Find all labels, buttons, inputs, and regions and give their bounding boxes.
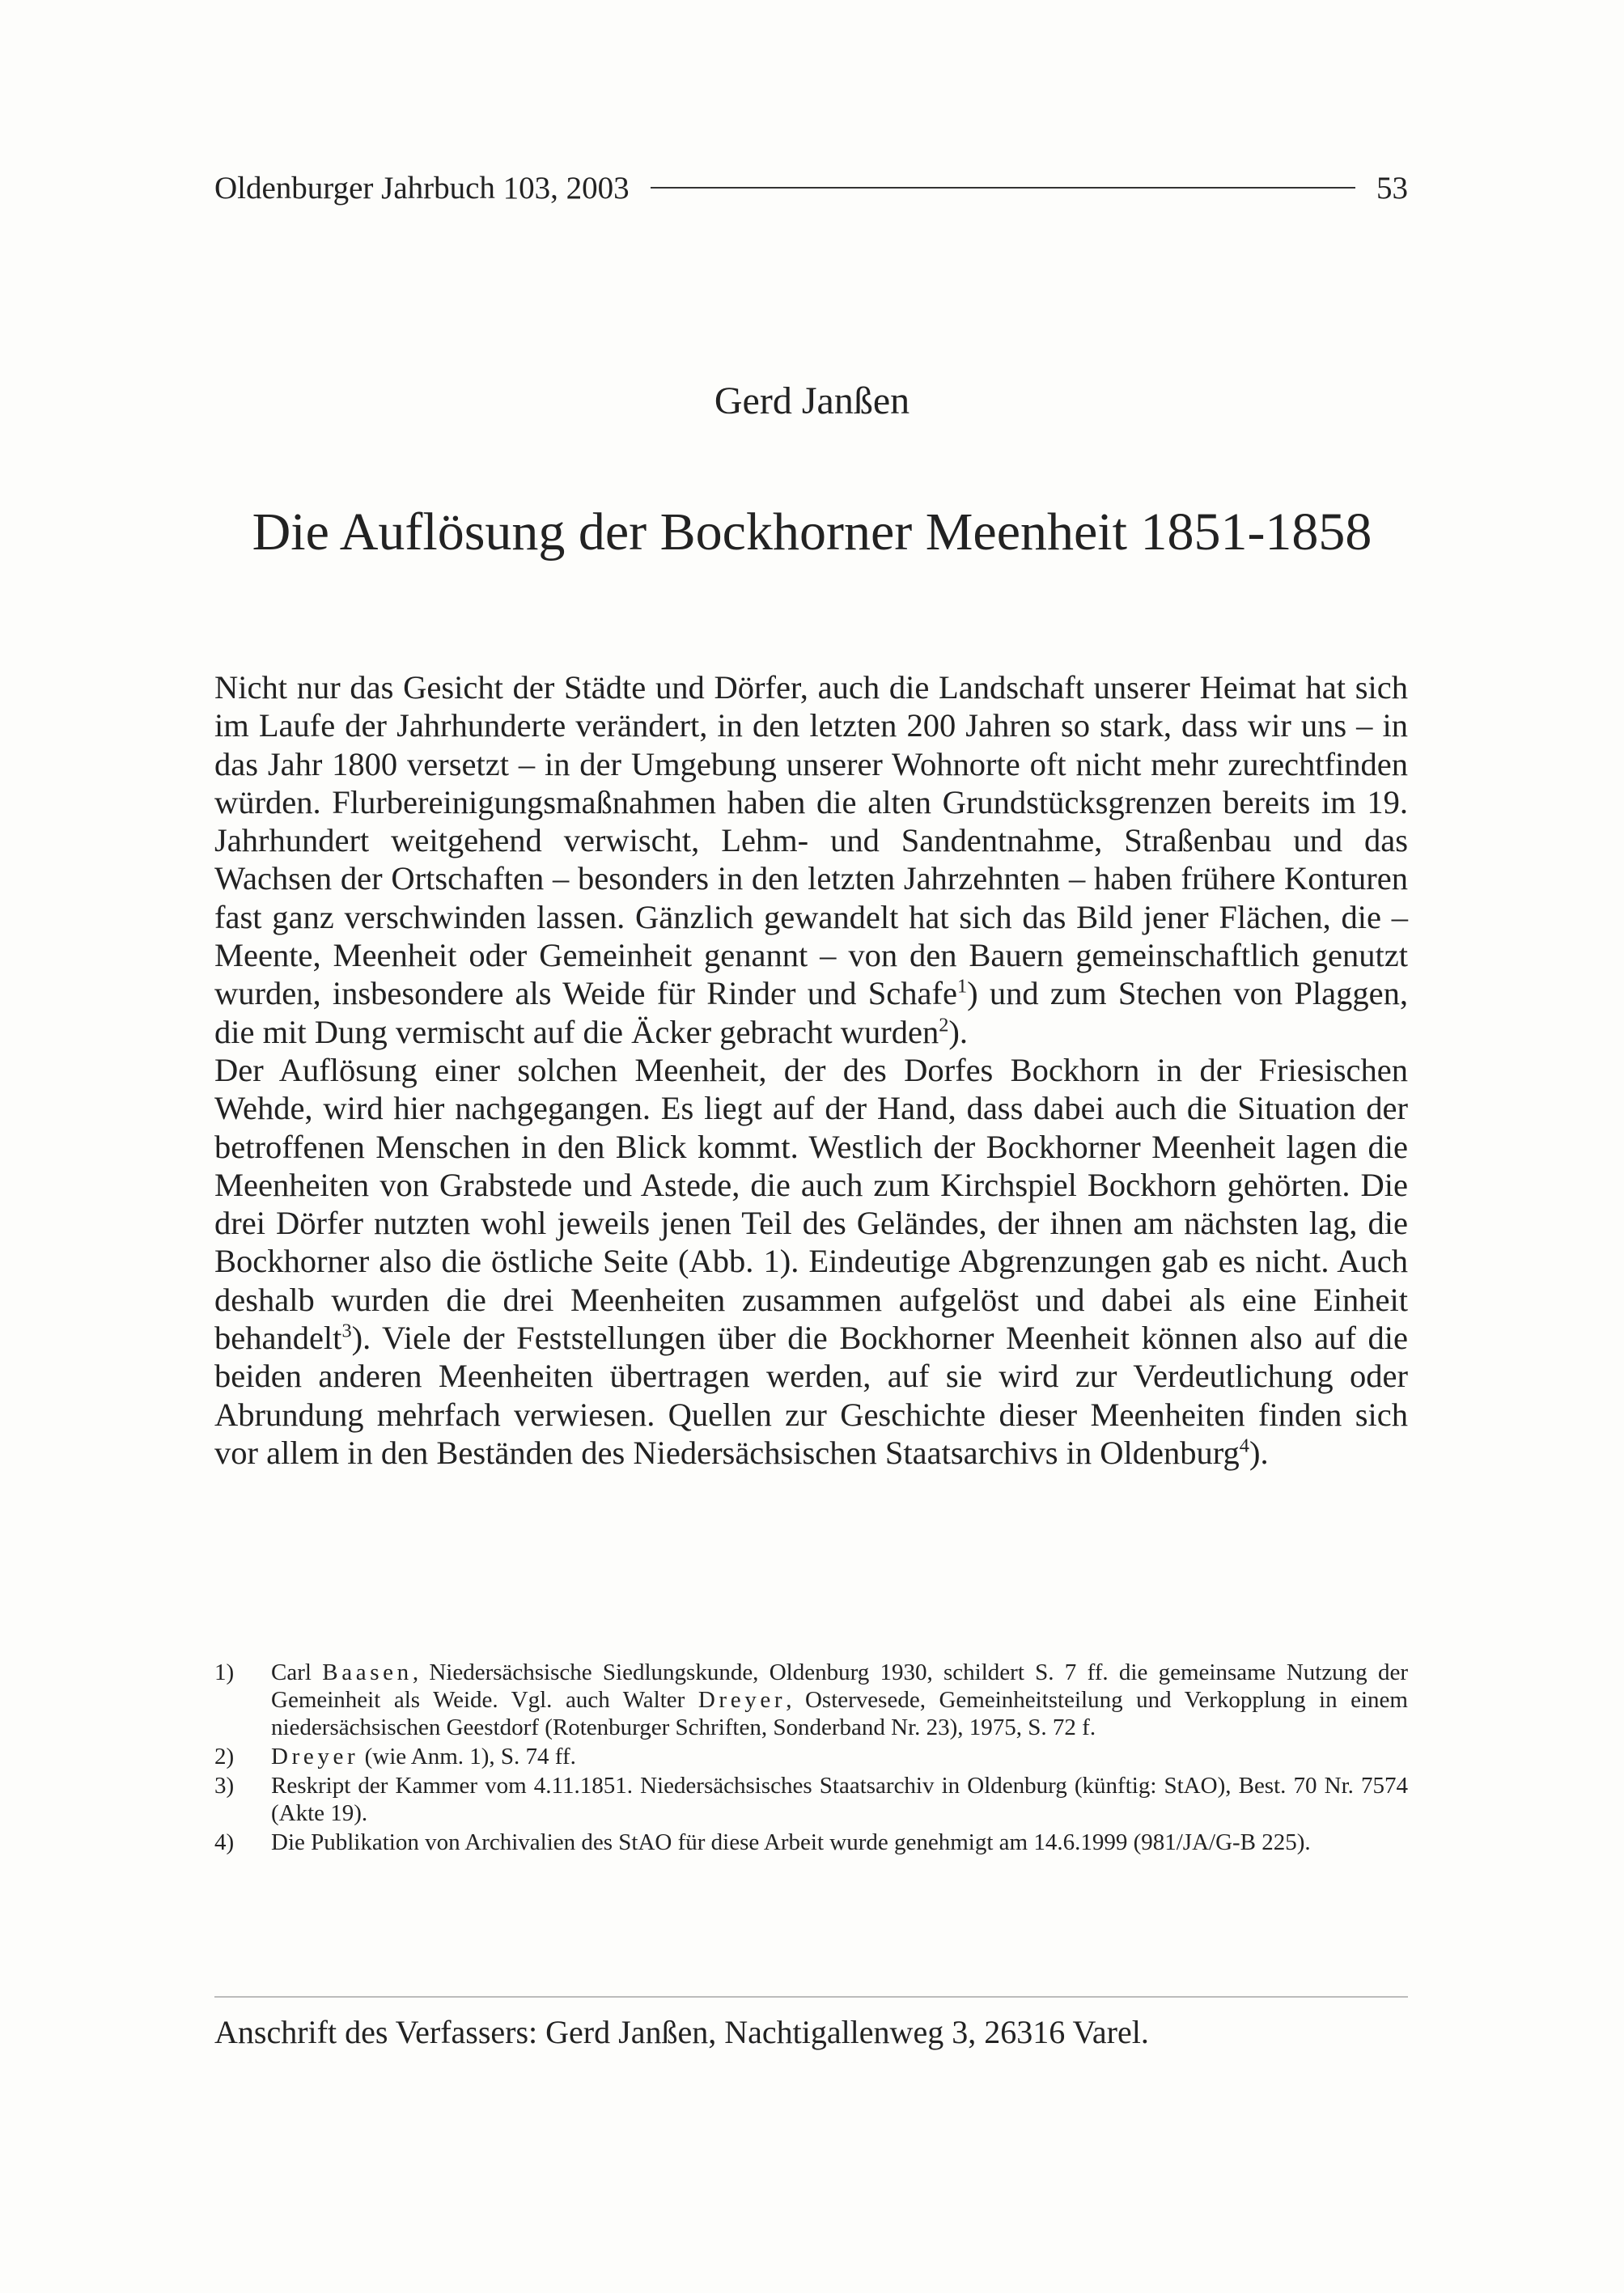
footnote-text [271,1743,1408,1770]
author-surname: Baasen [322,1659,413,1685]
footnote-4 [214,1829,1408,1856]
footnote-text: Die Publikation von Archivalien des StAO für diese Arbeit wurde genehmigt am 14.6.1999 (981/JA/G-B 225). [271,1829,1311,1855]
footnote-text: Reskript der Kammer vom 4.11.1851. Niedersächsisches Staatsarchiv in Oldenburg (künftig: StAO), Best. 70 Nr. 7574 (Akte 19). [271,1773,1408,1826]
journal-title: Oldenburger Jahrbuch 103, 2003 [214,170,630,206]
paragraph-1-text-a: Nicht nur das Gesicht der Städte und Dörfer, auch die Landschaft unserer Heimat hat sich im Laufe der Jahrhunderte verändert, in den letzten 200 Jahren so stark, dass wir uns – in das Jahr 1800 versetzt – in der Umgebung unserer Wohnorte oft nicht mehr zurechtfinden würden. Flurbereinigungsmaßnahmen haben die alten Grundstücksgrenzen bereits im 19. Jahrhundert weitgehend verwischt, Lehm- und Sandentnahme, Straßenbau und das Wachsen der Ortschaften – besonders in den letzten Jahrzehnten – haben frühere Konturen fast ganz verschwinden lassen. Gänzlich gewandelt hat sich das Bild jener Flächen, die – Meente, Meenheit oder Gemeinheit genannt – von den Bauern gemeinschaftlich genutzt wurden, insbesondere als Weide für Rinder und Schafe [214,669,1408,1012]
author-name: Gerd Janßen [714,379,910,422]
footnote-3 [214,1772,1408,1827]
page-number: 53 [1376,170,1408,206]
paragraph-2 [214,1051,1408,1472]
address-divider [214,1996,1408,1998]
footnote-text-a: Carl [271,1659,323,1685]
footnotes [214,1659,1408,1858]
footnote-text [271,1659,1408,1741]
paragraph-2-text-a: Der Auflösung einer solchen Meenheit, der des Dorfes Bockhorn in der Friesischen Wehde, wird hier nachgegangen. Es liegt auf der Hand, dass dabei auch die Situation der betroffenen Menschen in den Blick kommt. Westlich der Bockhorner Meenheit lagen die Meenheiten von Grabstede und Astede, die auch zum Kirchspiel Bockhorn gehörten. Die drei Dörfer nutzten wohl jeweils jenen Teil des Geländes, der ihnen am nächsten lag, die Bockhorner also die östliche Seite (Abb. 1). Eindeutige Abgrenzungen gab es nicht. Auch deshalb wurden die drei Meenheiten zusammen aufgelöst und dabei als eine Einheit behandelt [214,1051,1408,1357]
footnote-ref-3: 3 [341,1320,352,1342]
footnote-ref-2: 2 [939,1014,949,1036]
footnote-1 [214,1659,1408,1741]
footnote-ref-4: 4 [1239,1435,1249,1457]
footnote-number: 3) [214,1773,235,1799]
footnote-number: 4) [214,1829,235,1855]
footnote-2 [214,1743,1408,1770]
footnote-text-b: (wie Anm. 1), S. 74 ff. [358,1744,576,1770]
article-title: Die Auflösung der Bockhorner Meenheit 1851-1858 [252,502,1372,562]
header-rule [651,187,1355,189]
paragraph-1-text-c: ). [948,1013,968,1050]
running-head [214,168,1408,207]
author-surname: Dreyer [271,1744,359,1770]
paragraph-1-text-b: ) und zum Stechen von Plaggen, die mit Dung vermischt auf die Äcker gebracht wurden [214,975,1408,1050]
article-body [214,668,1408,1472]
footnote-ref-1: 1 [956,975,968,998]
footnote-text-c: , Ostervesede, Gemeinheitsteilung und Verkopplung in einem niedersächsischen Geestdorf (Rotenburger Schriften, Sonderband Nr. 23), 1975, S. 72 f. [271,1687,1408,1740]
footnote-text-b: , Niedersächsische Siedlungskunde, Oldenburg 1930, schildert S. 7 ff. die gemeinsame Nutzung der Gemeinheit als Weide. Vgl. auch Walter [271,1659,1408,1713]
paragraph-1 [214,668,1408,1051]
paragraph-2-text-c: ). [1249,1434,1269,1471]
footnote-number: 1) [214,1659,235,1685]
author-surname: Dreyer [698,1687,787,1713]
author-address: Anschrift des Verfassers: Gerd Janßen, Nachtigallenweg 3, 26316 Varel. [214,2014,1149,2050]
footnote-number: 2) [214,1744,235,1770]
paragraph-2-text-b: ). Viele der Feststellungen über die Bockhorner Meenheit können also auf die beiden anderen Meenheiten übertragen werden, auf sie wird zur Verdeutlichung oder Abrundung mehrfach verwiesen. Quellen zur Geschichte dieser Meenheiten finden sich vor allem in den Beständen des Niedersächsischen Staatsarchivs in Oldenburg [214,1320,1408,1471]
